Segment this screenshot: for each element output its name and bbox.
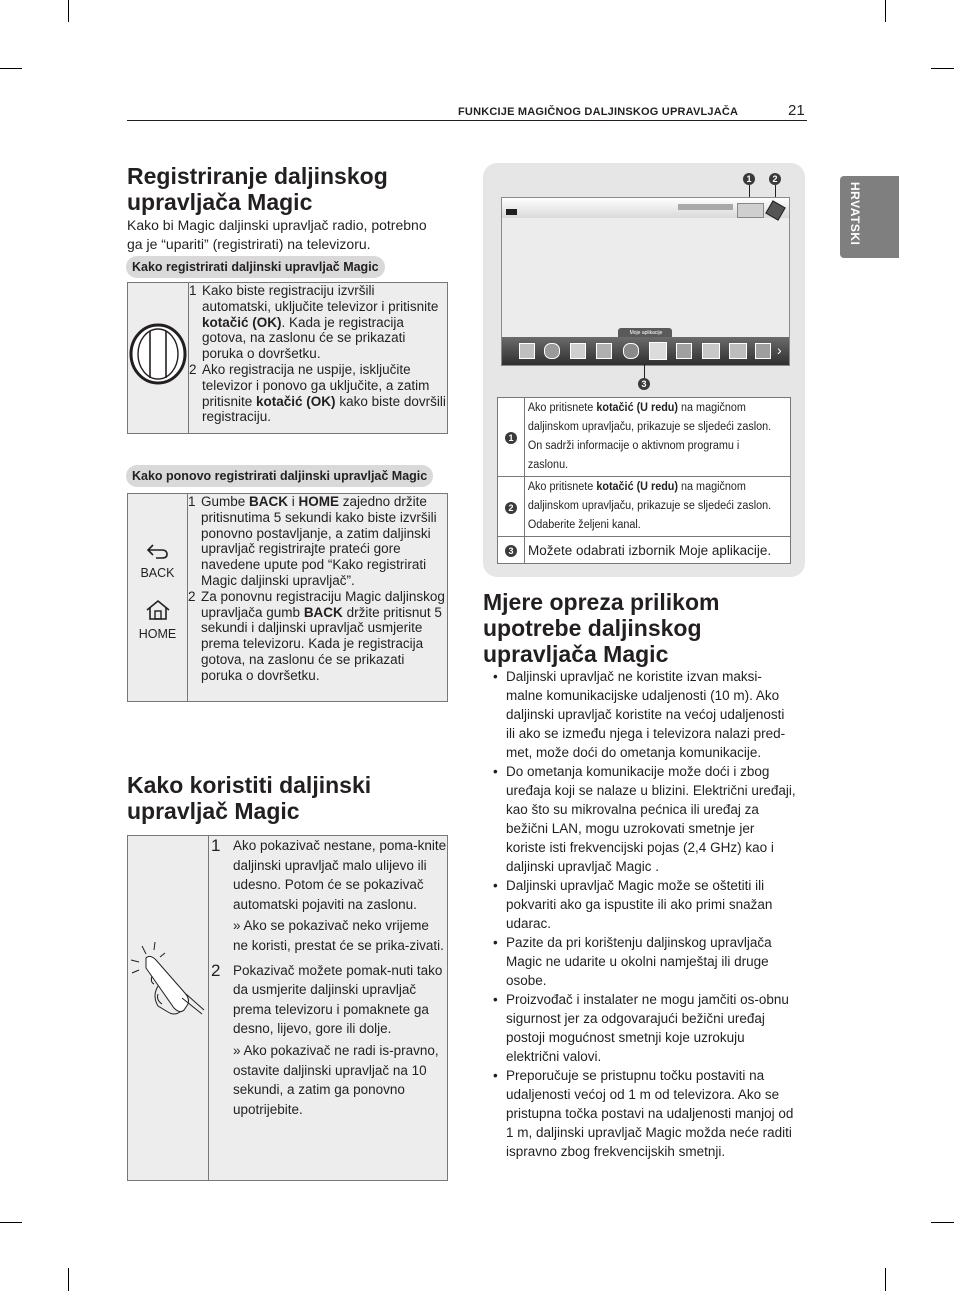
app-icon [755, 343, 771, 359]
bullet: • [493, 992, 498, 1007]
bullet: • [493, 764, 498, 779]
program-bar [678, 204, 733, 210]
icon-cell [128, 494, 188, 702]
register-title [127, 163, 388, 215]
globe-app-icon [623, 343, 639, 359]
lg-app-icon [676, 343, 692, 359]
step-item: 2 Pokazivač možete pomak-nuti tako da usmjerite daljinski upravljač prema televizoru i pomaknete ga desno, lijevo, gore ili dolje. [211, 960, 443, 1037]
language-tab-label: HRVATSKI [848, 182, 862, 246]
usage-steps [209, 836, 448, 1181]
reregister-steps [188, 494, 448, 702]
register-steps-box [127, 282, 448, 434]
step-note: » Ako pokazivač ne radi is-pravno, ostavite daljinski upravljač na 10 sekundi, a zatim ga ponovno upotrijebite. [233, 1042, 439, 1117]
precautions-title-line2: upotrebe daljinskog [483, 615, 702, 641]
icon-cell [128, 283, 189, 434]
language-tab [840, 176, 899, 258]
callout-3: 3 [638, 378, 650, 390]
apps-label: Moje aplikacije [629, 330, 663, 336]
register-steps [189, 283, 448, 434]
app-icon [519, 343, 535, 359]
wheel-button-icon [128, 283, 188, 428]
crop-mark [0, 1222, 22, 1223]
reregister-steps-box [127, 493, 448, 702]
crop-mark [68, 0, 69, 22]
crop-mark [68, 1268, 69, 1291]
register-intro-line1: Kako bi Magic daljinski upravljač radio, potrebno [127, 217, 427, 233]
home-app-icon [570, 343, 586, 359]
apps-bar [502, 337, 789, 365]
list-item: • Daljinski upravljač ne koristite izvan maksi-malne komunikacijske udaljenosti (10 m). Ako daljinski upravljač koristite na većoj udaljenosti ili ako se između njega i televizora nalazi pred-met, može doći do ometanja komunikacije. [493, 669, 786, 760]
app-icon [729, 343, 747, 359]
my-apps-icon [649, 342, 667, 360]
row-number-cell: 2 [498, 477, 525, 537]
list-item: • Do ometanja komunikacije može doći i zbog uređaja koji se nalaze u blizini. Električni uređaji, kao što su mikrovalna pećnica ili uređaj za bežični LAN, mogu uzrokovati smetnje jer koriste isti frekvencijski pojas (2,4 GHz) kao i daljinski upravljač Magic . [493, 764, 796, 874]
register-title-line2: upravljača Magic [127, 189, 313, 215]
tv-callout-table [497, 397, 791, 564]
list-item: • Daljinski upravljač Magic može se oštetiti ili pokvariti ako ga ispustite ili ako primi snažan udarac. [493, 878, 773, 931]
precautions-title [483, 589, 719, 667]
home-icon [145, 599, 171, 621]
step-note: » Ako se pokazivač neko vrijeme ne koristi, prestat će se prika-zivati. [233, 918, 444, 953]
crop-mark [931, 1222, 954, 1223]
bullet: • [493, 878, 498, 893]
usage-title-line1: Kako koristiti daljinski [127, 772, 372, 798]
subsection-label: Kako registrirati daljinski upravljač Magic [126, 256, 385, 278]
step-item: 1 Kako biste registraciju izvršili automatski, uključite televizor i pritisnite kotačić (OK). Kada je registracija gotova, na zaslonu će se prikazati poruka o dovršetku. [189, 283, 439, 362]
icon-cell [128, 836, 209, 1181]
header-rule [127, 120, 807, 121]
usage-steps-box [127, 835, 448, 1181]
channel-badge [506, 209, 517, 215]
step-item: 1 Ako pokazivač nestane, poma-knite daljinski upravljač malo ulijevo ili udesno. Potom će se pokazivač automatski pojaviti na zaslonu. [211, 836, 447, 912]
usage-title-line2: upravljač Magic [127, 798, 300, 824]
register-title-line1: Registriranje daljinskog [127, 163, 388, 189]
bullet: • [493, 669, 498, 684]
search-app-icon [596, 343, 612, 359]
bullet: • [493, 1068, 498, 1083]
step-item: 1 Gumbe BACK i HOME zajedno držite pritisnutima 5 sekundi kako biste izvršili ponovno postavljanje, a zatim daljinski upravljač registrirajte prateći gore navedene upute pod “Kako registrirati Magic daljinski upravljač”. [188, 494, 437, 588]
info-box [737, 203, 764, 218]
step-item: 2 Ako registracija ne uspije, isključite televizor i ponovo ga uključite, a zatim pritisnite kotačić (OK) kako biste dovršili registraciju. [189, 361, 446, 425]
row-number-cell: 3 [498, 537, 525, 564]
chevron-right-icon: › [777, 342, 782, 358]
section-header: FUNKCIJE MAGIČNOG DALJINSKOG UPRAVLJAČA [458, 106, 739, 118]
pointing-hand-icon [128, 836, 208, 1175]
tv-screen [501, 197, 790, 366]
callout-1: 1 [743, 173, 755, 185]
crop-mark [885, 1268, 886, 1291]
home-label: HOME [138, 627, 177, 641]
page-number: 21 [788, 102, 805, 119]
precautions-title-line3: upravljača Magic [483, 641, 669, 667]
subsection-label: Kako ponovo registrirati daljinski upravljač Magic [126, 465, 433, 487]
row-text-cell: Ako pritisnete kotačić (U redu) na magičnom daljinskom upravljaču, prikazuje se sljedeći zaslon. On sadrži informacije o aktivnom programu i zaslonu. [525, 398, 791, 477]
app-icon [702, 343, 720, 359]
step-item: 2 Za ponovnu registraciju Magic daljinskog upravljača gumb BACK držite pritisnut 5 sekundi i daljinski upravljač usmjerite prema televizoru. Kada je registracija gotova, na zaslonu će se prikazati poruka o dovršetku. [188, 588, 445, 683]
crop-mark [885, 0, 886, 22]
row-text-cell: Ako pritisnete kotačić (U redu) na magičnom daljinskom upravljaču, prikazuje se sljedeći zaslon. Odaberite željeni kanal. [525, 477, 791, 537]
back-icon [145, 542, 171, 560]
row-number-cell: 1 [498, 398, 525, 477]
precautions-title-line1: Mjere opreza prilikom [483, 589, 720, 615]
crop-mark [931, 68, 954, 69]
list-item: • Proizvođač i instalater ne mogu jamčiti os-obnu sigurnost jer za odgovarajući bežični uređaj postoji mogućnost smetnji koje uzrokuju električni valovi. [493, 992, 789, 1064]
register-intro-line2: ga je “upariti” (registrirati) na televizoru. [127, 236, 371, 252]
register-intro [127, 216, 427, 254]
usage-title [127, 772, 371, 824]
callout-2: 2 [769, 173, 781, 185]
list-item: • Preporučuje se pristupnu točku postaviti na udaljenosti većoj od 1 m od televizora. Ako se pristupna točka postavi na udaljenosti manjoj od 1 m, daljinski upravljač Magic možda neće raditi ispravno zbog frekvencijskih smetnji. [493, 1068, 794, 1159]
settings-icon [544, 343, 560, 359]
row-text-cell: Možete odabrati izbornik Moje aplikacije. [525, 537, 791, 564]
bullet: • [493, 935, 498, 950]
back-label: BACK [140, 566, 175, 580]
crop-mark [0, 68, 22, 69]
list-item: • Pazite da pri korištenju daljinskog upravljača Magic ne udarite u okolni namještaj ili druge osobe. [493, 935, 772, 988]
callout-leader [644, 364, 645, 378]
precautions-list [490, 667, 796, 1161]
